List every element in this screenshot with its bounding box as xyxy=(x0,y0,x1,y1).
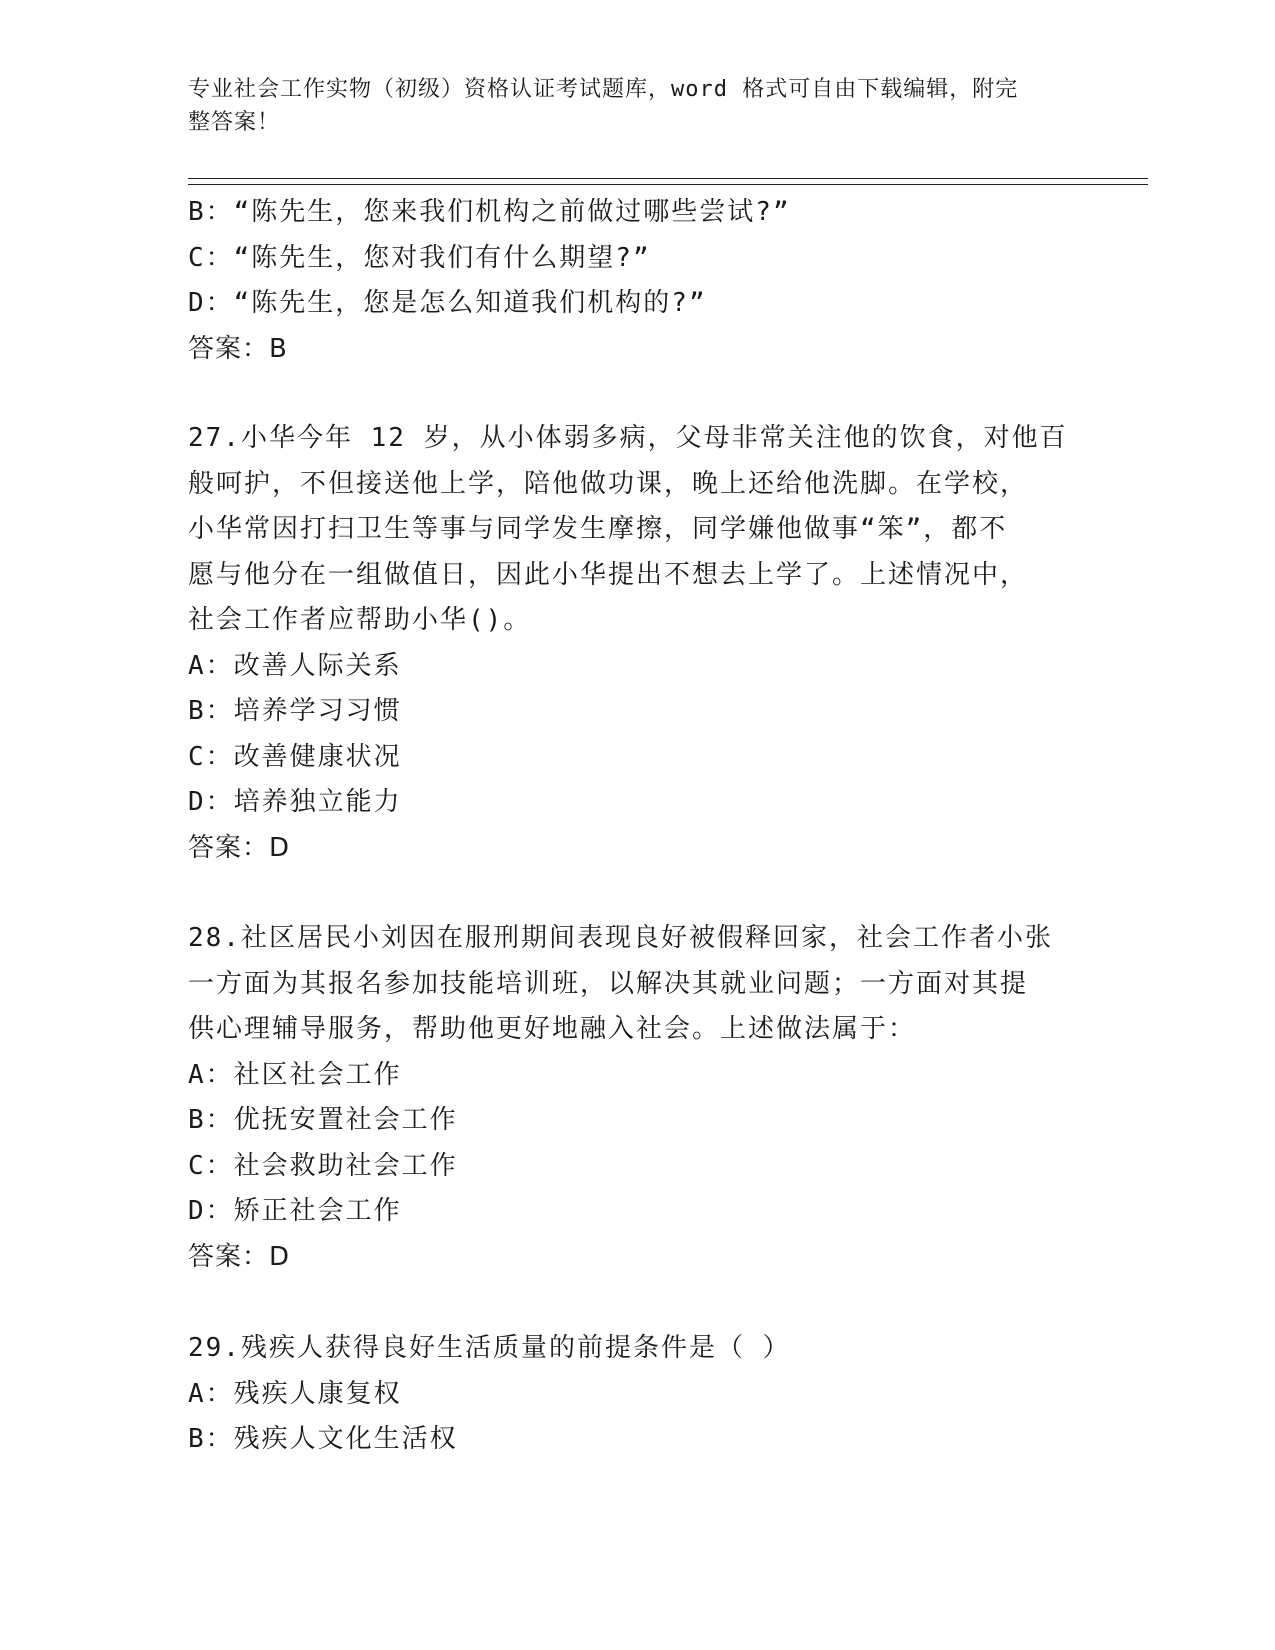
document-header xyxy=(188,73,1068,139)
option-d: D：培养独立能力 xyxy=(188,787,402,817)
option-c: C：“陈先生，您对我们有什么期望?” xyxy=(188,242,651,273)
option-a: A：残疾人康复权 xyxy=(188,1378,402,1409)
question-28 xyxy=(188,916,1088,1280)
option-c: C：改善健康状况 xyxy=(188,741,402,772)
question-stem-line: 27.小华今年 12 岁，从小体弱多病，父母非常关注他的饮食，对他百 xyxy=(188,423,1068,453)
question-stem-line: 般呵护，不但接送他上学，陪他做功课，晚上还给他洗脚。在学校， xyxy=(188,468,1029,499)
header-line-2: 整答案！ xyxy=(188,110,281,135)
option-b: B：残疾人文化生活权 xyxy=(188,1424,458,1454)
option-b: B：优抚安置社会工作 xyxy=(188,1105,458,1135)
option-b: B：“陈先生，您来我们机构之前做过哪些尝试?” xyxy=(188,197,791,227)
option-a: A：改善人际关系 xyxy=(188,650,402,681)
question-26 xyxy=(188,190,1088,372)
header-line-1: 专业社会工作实物（初级）资格认证考试题库，word 格式可自由下载编辑，附完 xyxy=(188,77,1019,102)
answer-line: 答案：B xyxy=(188,333,288,364)
answer-line: 答案：D xyxy=(188,832,291,863)
header-divider xyxy=(188,178,1148,185)
question-27 xyxy=(188,416,1088,871)
question-stem-line: 小华常因打扫卫生等事与同学发生摩擦，同学嫌他做事“笨”，都不 xyxy=(188,514,1008,544)
question-list xyxy=(188,190,1088,1463)
answer-line: 答案：D xyxy=(188,1241,291,1272)
option-a: A：社区社会工作 xyxy=(188,1059,402,1090)
option-b: B：培养学习习惯 xyxy=(188,696,402,726)
option-c: C：社会救助社会工作 xyxy=(188,1150,458,1181)
question-29 xyxy=(188,1326,1088,1463)
question-stem-line: 一方面为其报名参加技能培训班，以解决其就业问题；一方面对其提 xyxy=(188,968,1029,999)
question-stem-line: 社会工作者应帮助小华()。 xyxy=(188,605,532,635)
question-stem-line: 29.残疾人获得良好生活质量的前提条件是（ ） xyxy=(188,1333,791,1363)
question-stem-line: 愿与他分在一组做值日，因此小华提出不想去上学了。上述情况中， xyxy=(188,559,1029,590)
option-d: D：“陈先生，您是怎么知道我们机构的?” xyxy=(188,288,707,318)
question-stem-line: 供心理辅导服务，帮助他更好地融入社会。上述做法属于： xyxy=(188,1014,917,1044)
question-stem-line: 28.社区居民小刘因在服刑期间表现良好被假释回家，社会工作者小张 xyxy=(188,923,1053,953)
option-d: D：矫正社会工作 xyxy=(188,1196,402,1226)
